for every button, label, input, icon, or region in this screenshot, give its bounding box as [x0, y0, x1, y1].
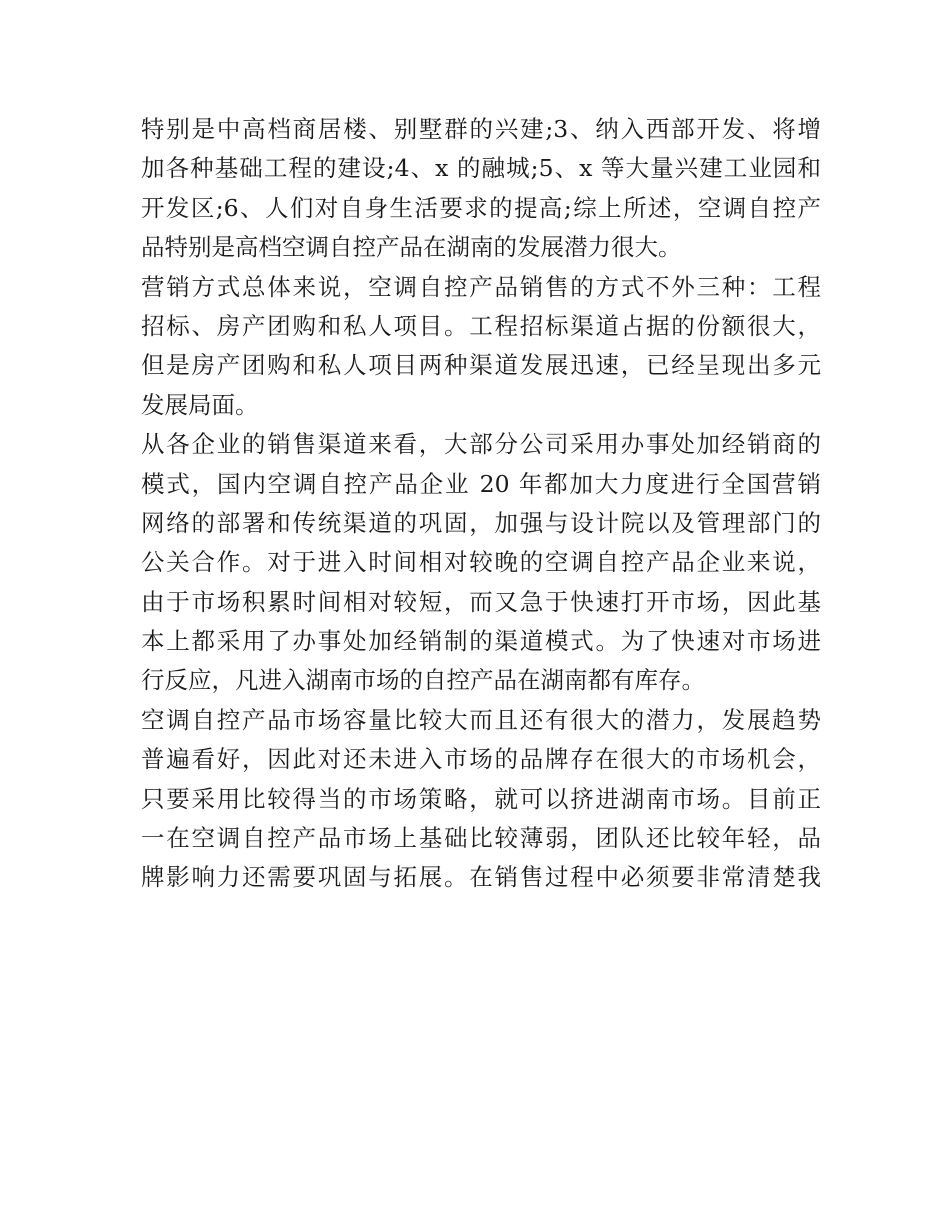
- text-line: 普遍看好，因此对还未进入市场的品牌存在很大的市场机会，: [141, 745, 821, 774]
- text-line: 由于市场积累时间相对较短，而又急于快速打开市场，因此基: [141, 587, 821, 616]
- text-line: 特别是中高档商居楼、别墅群的兴建;3、纳入西部开发、将增: [141, 115, 821, 143]
- text-line: 招标、房产团购和私人项目。工程招标渠道占据的份额很大，: [141, 311, 821, 340]
- text-line: 牌影响力还需要巩固与拓展。在销售过程中必须要非常清楚我: [141, 863, 821, 892]
- text-line: 品特别是高档空调自控产品在湖南的发展潜力很大。: [141, 233, 682, 262]
- text-line: 发展局面。: [141, 390, 259, 419]
- text-line: 从各企业的销售渠道来看，大部分公司采用办事处加经销商的: [141, 430, 821, 459]
- text-line: 网络的部署和传统渠道的巩固，加强与设计院以及管理部门的: [141, 508, 821, 537]
- text-line: 只要采用比较得当的市场策略，就可以挤进湖南市场。目前正: [141, 784, 821, 813]
- text-line: 但是房产团购和私人项目两种渠道发展迅速，已经呈现出多元: [141, 351, 821, 380]
- text-line: 公关合作。对于进入时间相对较晚的空调自控产品企业来说，: [141, 548, 821, 577]
- body-text: [141, 110, 821, 898]
- text-line: 加各种基础工程的建设;4、x 的融城;5、x 等大量兴建工业园和: [141, 154, 821, 183]
- text-line: 营销方式总体来说，空调自控产品销售的方式不外三种：工程: [141, 272, 821, 301]
- text-line: 开发区;6、人们对自身生活要求的提高;综上所述，空调自控产: [141, 193, 821, 222]
- text-line: 一在空调自控产品市场上基础比较薄弱，团队还比较年轻，品: [141, 824, 821, 853]
- text-line: 模式，国内空调自控产品企业 20 年都加大力度进行全国营销: [141, 469, 821, 498]
- text-line: 本上都采用了办事处加经销制的渠道模式。为了快速对市场进: [141, 627, 821, 656]
- text-line: 行反应，凡进入湖南市场的自控产品在湖南都有库存。: [141, 666, 705, 695]
- text-line: 空调自控产品市场容量比较大而且还有很大的潜力，发展趋势: [141, 705, 821, 734]
